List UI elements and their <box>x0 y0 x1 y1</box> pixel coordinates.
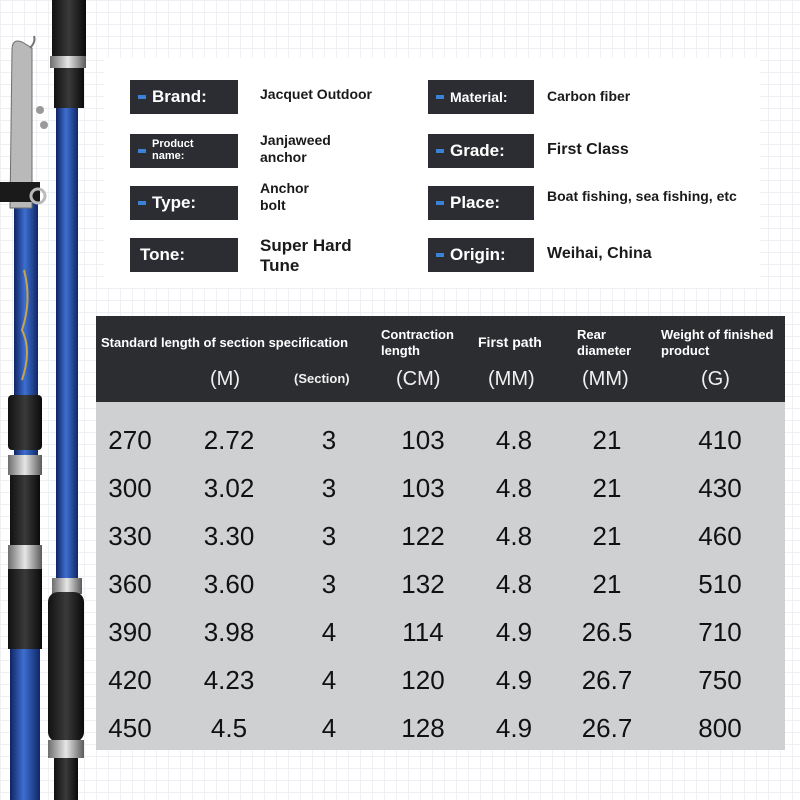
contraction-cell: 120 <box>401 665 445 695</box>
grade-value: First Class <box>547 141 629 158</box>
length-cell: 330 <box>108 521 152 551</box>
material-label: Material: <box>428 80 534 114</box>
fishing-rod-image <box>0 0 100 800</box>
rear-diameter-cell: 21 <box>592 521 622 551</box>
bullet-icon <box>138 149 146 153</box>
spec-length-cell: 3.02 <box>203 473 255 503</box>
bullet-icon <box>138 95 146 99</box>
unit-mm-rear: (MM) <box>582 368 629 390</box>
table-row <box>96 608 785 656</box>
sections-cell: 3 <box>321 569 337 599</box>
length-cell: 270 <box>108 425 152 455</box>
rear-diameter-cell: 21 <box>592 569 622 599</box>
first-path-cell: 4.8 <box>495 425 533 455</box>
spec-panel <box>104 58 760 288</box>
length-cell: 300 <box>108 473 152 503</box>
contraction-cell: 128 <box>401 713 445 743</box>
header-first-path: First path <box>478 334 542 350</box>
origin-value: Weihai, China <box>547 245 652 262</box>
rod-left <box>0 36 48 800</box>
bullet-icon <box>436 149 444 153</box>
sections-cell: 4 <box>321 713 337 743</box>
weight-cell: 750 <box>698 665 742 695</box>
bullet-icon <box>436 95 444 99</box>
table-row <box>96 464 785 512</box>
table-row <box>96 560 785 608</box>
weight-cell: 710 <box>698 617 742 647</box>
contraction-cell: 132 <box>401 569 445 599</box>
table-header <box>96 316 785 402</box>
length-cell: 450 <box>108 713 152 743</box>
sections-cell: 3 <box>321 473 337 503</box>
brand-label: Brand: <box>130 80 238 114</box>
rear-diameter-cell: 26.7 <box>581 713 633 743</box>
spec-table <box>96 316 785 750</box>
spec-length-cell: 4.5 <box>210 713 248 743</box>
rear-diameter-cell: 21 <box>592 425 622 455</box>
weight-cell: 510 <box>698 569 742 599</box>
spec-length-cell: 3.30 <box>203 521 255 551</box>
weight-cell: 430 <box>698 473 742 503</box>
bullet-icon <box>138 201 146 205</box>
bullet-icon <box>436 201 444 205</box>
unit-m: (M) <box>210 368 240 390</box>
contraction-cell: 122 <box>401 521 445 551</box>
place-label: Place: <box>428 186 534 220</box>
product-name-value: Janjaweed anchor <box>260 132 331 165</box>
tone-value: Super Hard Tune <box>260 236 352 276</box>
first-path-cell: 4.8 <box>495 569 533 599</box>
spec-length-cell: 3.98 <box>203 617 255 647</box>
header-rear-diameter: Rear diameter <box>577 327 632 358</box>
brand-value: Jacquet Outdoor <box>260 86 373 102</box>
sections-cell: 3 <box>321 521 337 551</box>
spec-length-cell: 4.23 <box>203 665 255 695</box>
material-value: Carbon fiber <box>547 88 631 104</box>
table-row <box>96 704 785 752</box>
table-row <box>96 416 785 464</box>
unit-g: (G) <box>701 368 730 390</box>
unit-section: (Section) <box>294 371 350 386</box>
sections-cell: 3 <box>321 425 337 455</box>
sections-cell: 4 <box>321 665 337 695</box>
type-label: Type: <box>130 186 238 220</box>
contraction-cell: 114 <box>402 617 444 647</box>
grade-label: Grade: <box>428 134 534 168</box>
first-path-cell: 4.9 <box>495 665 533 695</box>
length-cell: 390 <box>108 617 152 647</box>
header-standard-length: Standard length of section specification <box>101 335 349 350</box>
weight-cell: 800 <box>698 713 742 743</box>
rear-diameter-cell: 26.7 <box>581 665 633 695</box>
spec-length-cell: 3.60 <box>203 569 255 599</box>
product-name-label: Product name: <box>130 134 238 168</box>
rod-right <box>48 0 86 800</box>
first-path-cell: 4.9 <box>495 617 533 647</box>
header-contraction-length: Contraction length <box>381 327 454 358</box>
first-path-cell: 4.9 <box>495 713 533 743</box>
tone-label: Tone: <box>130 238 238 272</box>
table-row <box>96 512 785 560</box>
length-cell: 360 <box>108 569 152 599</box>
rear-diameter-cell: 21 <box>592 473 622 503</box>
first-path-cell: 4.8 <box>495 521 533 551</box>
sections-cell: 4 <box>321 617 337 647</box>
contraction-cell: 103 <box>401 425 445 455</box>
weight-cell: 410 <box>698 425 742 455</box>
type-value: Anchor bolt <box>260 180 309 213</box>
length-cell: 420 <box>108 665 152 695</box>
table-row <box>96 656 785 704</box>
bullet-icon <box>436 253 444 257</box>
contraction-cell: 103 <box>401 473 445 503</box>
unit-cm: (CM) <box>396 368 441 390</box>
origin-label: Origin: <box>428 238 534 272</box>
place-value: Boat fishing, sea fishing, etc <box>547 188 737 204</box>
first-path-cell: 4.8 <box>495 473 533 503</box>
weight-cell: 460 <box>698 521 742 551</box>
unit-mm-first: (MM) <box>488 368 535 390</box>
rear-diameter-cell: 26.5 <box>581 617 633 647</box>
header-weight: Weight of finished product <box>661 327 774 358</box>
spec-length-cell: 2.72 <box>203 425 255 455</box>
